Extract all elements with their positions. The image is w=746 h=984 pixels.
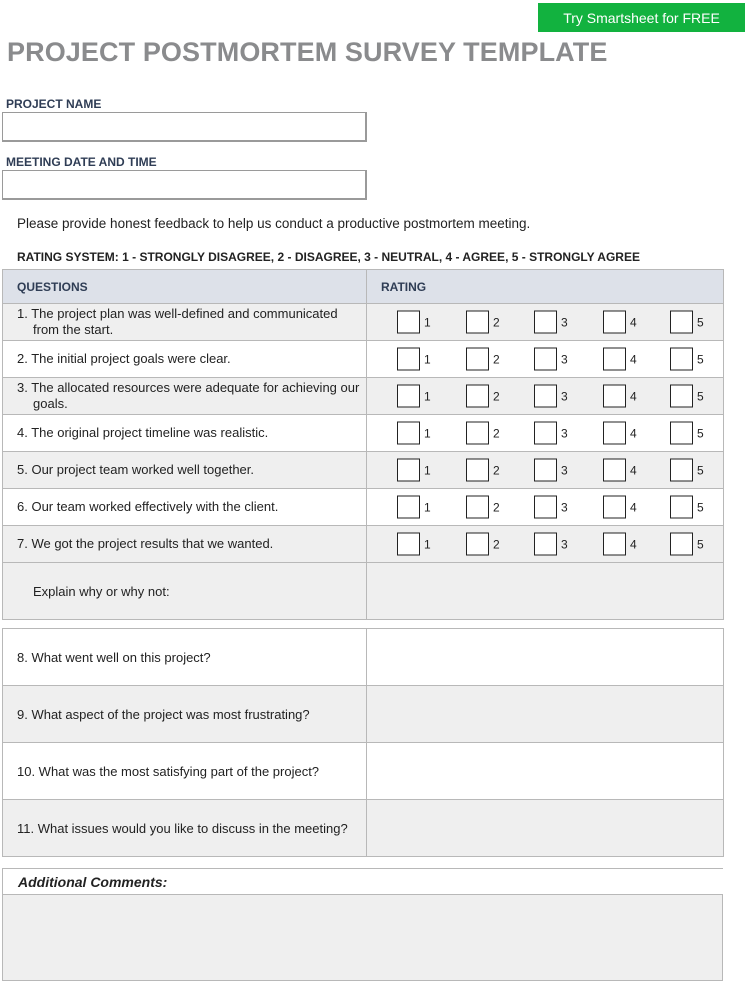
rating-checkbox[interactable] — [466, 496, 489, 519]
rating-option[interactable] — [670, 311, 704, 334]
rating-option-label: 1 — [424, 315, 431, 329]
rating-checkbox[interactable] — [670, 385, 693, 408]
rating-system-text: RATING SYSTEM: 1 - STRONGLY DISAGREE, 2 - DISAGREE, 3 - NEUTRAL, 4 - AGREE, 5 - STRONGLY AGREE — [17, 250, 640, 264]
rating-option-label: 4 — [630, 426, 637, 440]
rating-option[interactable] — [397, 311, 431, 334]
rating-option-label: 2 — [493, 500, 500, 514]
rating-checkbox[interactable] — [603, 311, 626, 334]
question-text: 4. The original project timeline was realistic. — [17, 425, 269, 440]
open-question-row — [3, 629, 724, 686]
rating-cell — [367, 415, 724, 452]
rating-checkbox[interactable] — [397, 533, 420, 556]
rating-checkbox[interactable] — [670, 496, 693, 519]
survey-row — [3, 526, 724, 563]
open-answer-field[interactable] — [367, 686, 724, 743]
rating-option-label: 5 — [697, 537, 704, 551]
rating-option[interactable] — [603, 533, 637, 556]
rating-cell — [367, 526, 724, 563]
rating-option[interactable] — [670, 459, 704, 482]
project-name-label: PROJECT NAME — [6, 97, 102, 111]
rating-option[interactable] — [603, 459, 637, 482]
rating-checkbox[interactable] — [670, 311, 693, 334]
question-text: 3. The allocated resources were adequate for achieving our goals. — [17, 380, 360, 411]
rating-option-label: 2 — [493, 463, 500, 477]
rating-checkbox[interactable] — [397, 385, 420, 408]
rating-option-label: 1 — [424, 463, 431, 477]
question-text: 6. Our team worked effectively with the client. — [17, 499, 279, 514]
rating-option[interactable] — [397, 348, 431, 371]
rating-option-label: 3 — [561, 463, 568, 477]
rating-option-label: 3 — [561, 426, 568, 440]
survey-row — [3, 378, 724, 415]
rating-checkbox[interactable] — [397, 422, 420, 445]
rating-option-label: 2 — [493, 352, 500, 366]
rating-option[interactable] — [670, 422, 704, 445]
rating-checkbox[interactable] — [466, 533, 489, 556]
page-title: PROJECT POSTMORTEM SURVEY TEMPLATE — [7, 37, 608, 67]
survey-row — [3, 452, 724, 489]
rating-option-label: 4 — [630, 315, 637, 329]
rating-option[interactable] — [466, 348, 500, 371]
rating-option[interactable] — [603, 348, 637, 371]
rating-option[interactable] — [670, 533, 704, 556]
meeting-date-label: MEETING DATE AND TIME — [6, 155, 157, 169]
rating-checkbox[interactable] — [534, 385, 557, 408]
rating-option[interactable] — [603, 496, 637, 519]
rating-option-label: 4 — [630, 500, 637, 514]
rating-option-label: 5 — [697, 389, 704, 403]
question-cell — [3, 452, 367, 489]
rating-option[interactable] — [466, 496, 500, 519]
rating-option[interactable] — [534, 422, 568, 445]
rating-checkbox[interactable] — [670, 533, 693, 556]
rating-checkbox[interactable] — [397, 459, 420, 482]
rating-checkbox[interactable] — [603, 348, 626, 371]
rating-checkbox[interactable] — [397, 348, 420, 371]
rating-checkbox[interactable] — [397, 311, 420, 334]
project-name-field[interactable] — [2, 112, 367, 142]
try-smartsheet-button[interactable]: Try Smartsheet for FREE — [538, 3, 745, 32]
rating-cell — [367, 304, 724, 341]
survey-row — [3, 415, 724, 452]
rating-option[interactable] — [603, 311, 637, 334]
open-question-row — [3, 800, 724, 857]
explain-row — [3, 563, 724, 620]
rating-option-label: 4 — [630, 352, 637, 366]
rating-checkbox[interactable] — [534, 311, 557, 334]
open-question-text: 10. What was the most satisfying part of the project? — [3, 743, 367, 800]
open-answer-field[interactable] — [367, 743, 724, 800]
rating-checkbox[interactable] — [534, 533, 557, 556]
rating-checkbox[interactable] — [670, 422, 693, 445]
explain-field[interactable] — [367, 563, 724, 620]
rating-checkbox[interactable] — [466, 385, 489, 408]
rating-option[interactable] — [397, 496, 431, 519]
rating-option-label: 3 — [561, 537, 568, 551]
rating-checkbox[interactable] — [466, 422, 489, 445]
rating-option[interactable] — [466, 459, 500, 482]
survey-row — [3, 341, 724, 378]
open-question-row — [3, 743, 724, 800]
rating-checkbox[interactable] — [466, 348, 489, 371]
rating-checkbox[interactable] — [534, 348, 557, 371]
rating-option-label: 4 — [630, 463, 637, 477]
question-cell — [3, 415, 367, 452]
open-answer-field[interactable] — [367, 629, 724, 686]
question-text: 1. The project plan was well-defined and communicated from the start. — [17, 306, 338, 337]
rating-checkbox[interactable] — [670, 459, 693, 482]
explain-label: Explain why or why not: — [3, 563, 367, 620]
rating-checkbox[interactable] — [466, 459, 489, 482]
rating-checkbox[interactable] — [603, 533, 626, 556]
rating-option[interactable] — [397, 422, 431, 445]
rating-option-label: 1 — [424, 537, 431, 551]
intro-text: Please provide honest feedback to help us conduct a productive postmortem meeting. — [17, 216, 531, 231]
open-question-row — [3, 686, 724, 743]
rating-option-label: 5 — [697, 500, 704, 514]
rating-option-label: 4 — [630, 537, 637, 551]
questions-header: QUESTIONS — [3, 270, 367, 304]
additional-comments-label: Additional Comments: — [2, 868, 723, 894]
question-text: 7. We got the project results that we wanted. — [17, 536, 274, 551]
open-questions-table — [2, 628, 724, 857]
open-answer-field[interactable] — [367, 800, 724, 857]
rating-option-label: 2 — [493, 315, 500, 329]
rating-option-label: 3 — [561, 315, 568, 329]
rating-option[interactable] — [534, 533, 568, 556]
open-question-text: 9. What aspect of the project was most frustrating? — [3, 686, 367, 743]
rating-option[interactable] — [397, 385, 431, 408]
rating-checkbox[interactable] — [603, 496, 626, 519]
rating-cell — [367, 341, 724, 378]
rating-option[interactable] — [603, 422, 637, 445]
rating-option[interactable] — [534, 348, 568, 371]
rating-option-label: 3 — [561, 389, 568, 403]
question-text: 5. Our project team worked well together. — [17, 462, 255, 477]
rating-cell — [367, 489, 724, 526]
rating-option-label: 5 — [697, 315, 704, 329]
rating-checkbox[interactable] — [534, 496, 557, 519]
rating-option-label: 5 — [697, 463, 704, 477]
survey-row — [3, 304, 724, 341]
rating-option[interactable] — [603, 385, 637, 408]
rating-option-label: 1 — [424, 352, 431, 366]
rating-survey-table — [2, 269, 724, 620]
meeting-date-field[interactable] — [2, 170, 367, 200]
rating-option[interactable] — [397, 533, 431, 556]
rating-checkbox[interactable] — [603, 422, 626, 445]
rating-checkbox[interactable] — [670, 348, 693, 371]
rating-option[interactable] — [670, 496, 704, 519]
rating-option-label: 1 — [424, 500, 431, 514]
rating-option[interactable] — [466, 311, 500, 334]
rating-checkbox[interactable] — [603, 459, 626, 482]
rating-option-label: 1 — [424, 426, 431, 440]
rating-option-label: 2 — [493, 426, 500, 440]
rating-option-label: 2 — [493, 537, 500, 551]
rating-option[interactable] — [670, 385, 704, 408]
rating-checkbox[interactable] — [603, 385, 626, 408]
rating-checkbox[interactable] — [534, 422, 557, 445]
rating-checkbox[interactable] — [534, 459, 557, 482]
question-cell — [3, 378, 367, 415]
rating-option[interactable] — [670, 348, 704, 371]
question-cell — [3, 304, 367, 341]
rating-option-label: 2 — [493, 389, 500, 403]
rating-option-label: 5 — [697, 352, 704, 366]
rating-option-label: 5 — [697, 426, 704, 440]
open-question-text: 8. What went well on this project? — [3, 629, 367, 686]
question-cell — [3, 341, 367, 378]
rating-cell — [367, 378, 724, 415]
rating-checkbox[interactable] — [466, 311, 489, 334]
rating-option[interactable] — [466, 422, 500, 445]
rating-option-label: 1 — [424, 389, 431, 403]
rating-option-label: 4 — [630, 389, 637, 403]
rating-header: RATING — [367, 270, 724, 304]
rating-option[interactable] — [466, 385, 500, 408]
rating-cell — [367, 452, 724, 489]
additional-comments-field[interactable] — [2, 894, 723, 981]
rating-option[interactable] — [534, 385, 568, 408]
rating-option[interactable] — [534, 311, 568, 334]
rating-option[interactable] — [397, 459, 431, 482]
open-question-text: 11. What issues would you like to discuss in the meeting? — [3, 800, 367, 857]
question-text: 2. The initial project goals were clear. — [17, 351, 231, 366]
question-cell — [3, 526, 367, 563]
rating-checkbox[interactable] — [397, 496, 420, 519]
survey-row — [3, 489, 724, 526]
rating-option[interactable] — [534, 459, 568, 482]
question-cell — [3, 489, 367, 526]
rating-option-label: 3 — [561, 500, 568, 514]
rating-option-label: 3 — [561, 352, 568, 366]
rating-option[interactable] — [466, 533, 500, 556]
rating-option[interactable] — [534, 496, 568, 519]
